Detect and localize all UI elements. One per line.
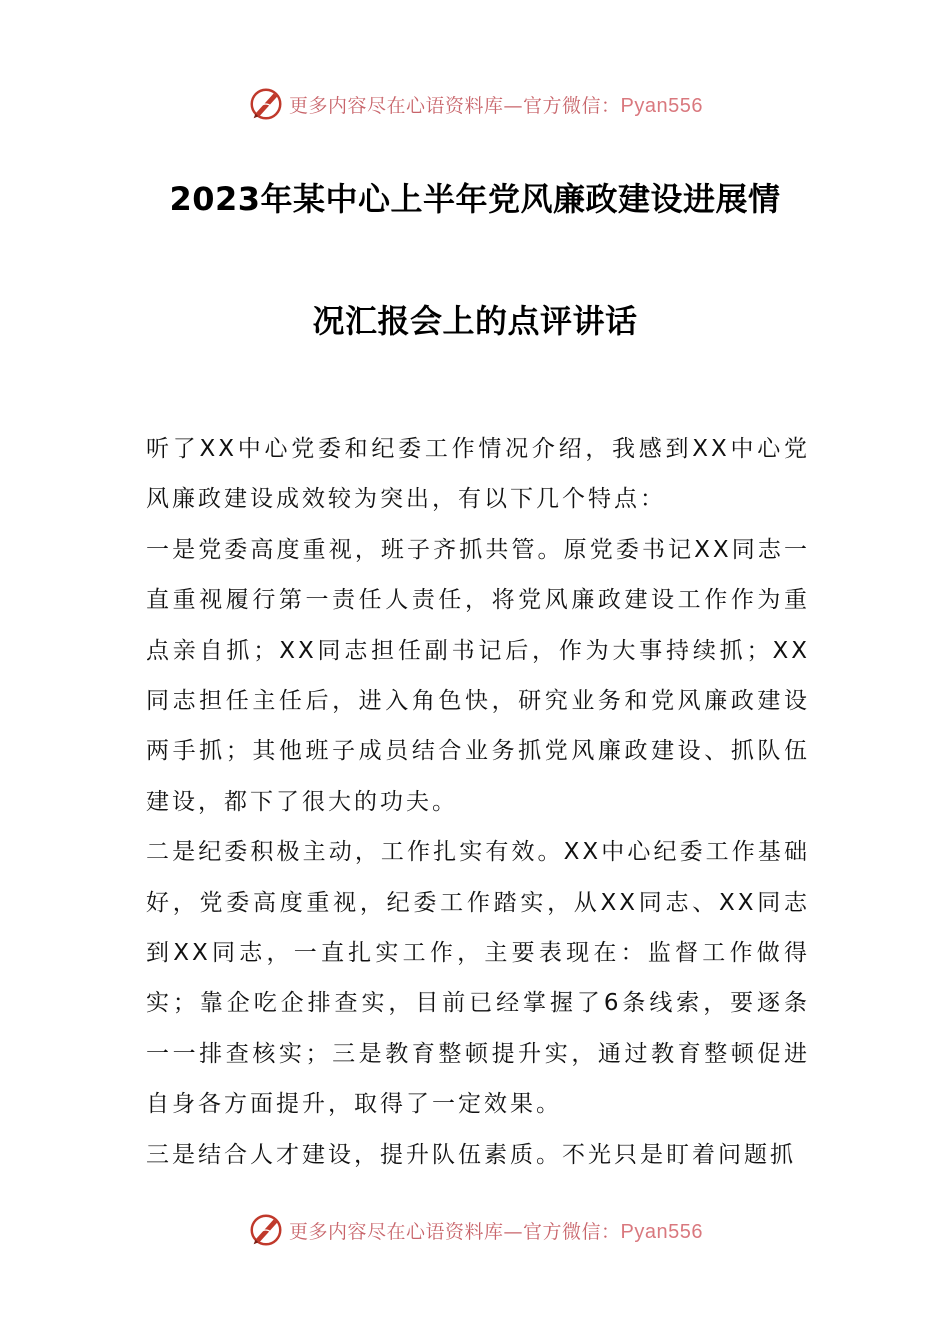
body-paragraph-1: 听了XX中心党委和纪委工作情况介绍，我感到XX中心党风廉政建设成效较为突出，有以下几个特点： xyxy=(146,436,810,513)
banner-wechat-id: Pyan556 xyxy=(620,94,703,117)
body-paragraph-2: 一是党委高度重视，班子齐抓共管。原党委书记XX同志一直重视履行第一责任人责任，将党风廉政建设工作作为重点亲自抓；XX同志担任副书记后，作为大事持续抓；XX同志担任主任后，进入角色快，研究业务和党风廉政建设两手抓；其他班子成员结合业务抓党风廉政建设、抓队伍建设，都下了很大的功夫。 xyxy=(146,536,810,815)
footer-watermark-banner xyxy=(0,1208,950,1252)
pen-circle-logo-icon xyxy=(247,85,285,123)
document-title-line-2: 况汇报会上的点评讲话 xyxy=(312,302,638,340)
banner-site-text: 更多内容尽在心语资料库—官方微信： xyxy=(289,1220,621,1243)
body-paragraph-3: 二是纪委积极主动，工作扎实有效。XX中心纪委工作基础好，党委高度重视，纪委工作踏实，从XX同志、XX同志到XX同志，一直扎实工作，主要表现在：监督工作做得实；靠企吃企排查实，目前已经掌握了6条线索，要逐条一一排查核实；三是教育整顿提升实，通过教育整顿促进自身各方面提升，取得了一定效果。 xyxy=(146,839,810,1118)
document-body xyxy=(146,424,810,1180)
header-watermark-banner xyxy=(0,82,950,126)
pen-circle-logo-icon xyxy=(247,1211,285,1249)
banner-wechat-id: Pyan556 xyxy=(620,1220,703,1243)
banner-site-text: 更多内容尽在心语资料库—官方微信： xyxy=(289,94,621,117)
banner-text xyxy=(289,1217,703,1244)
body-paragraph-4: 三是结合人才建设，提升队伍素质。不光只是盯着问题抓 xyxy=(146,1141,796,1168)
banner-text xyxy=(289,91,703,118)
document-title-line-1: 2023年某中心上半年党风廉政建设进展情 xyxy=(169,180,781,218)
